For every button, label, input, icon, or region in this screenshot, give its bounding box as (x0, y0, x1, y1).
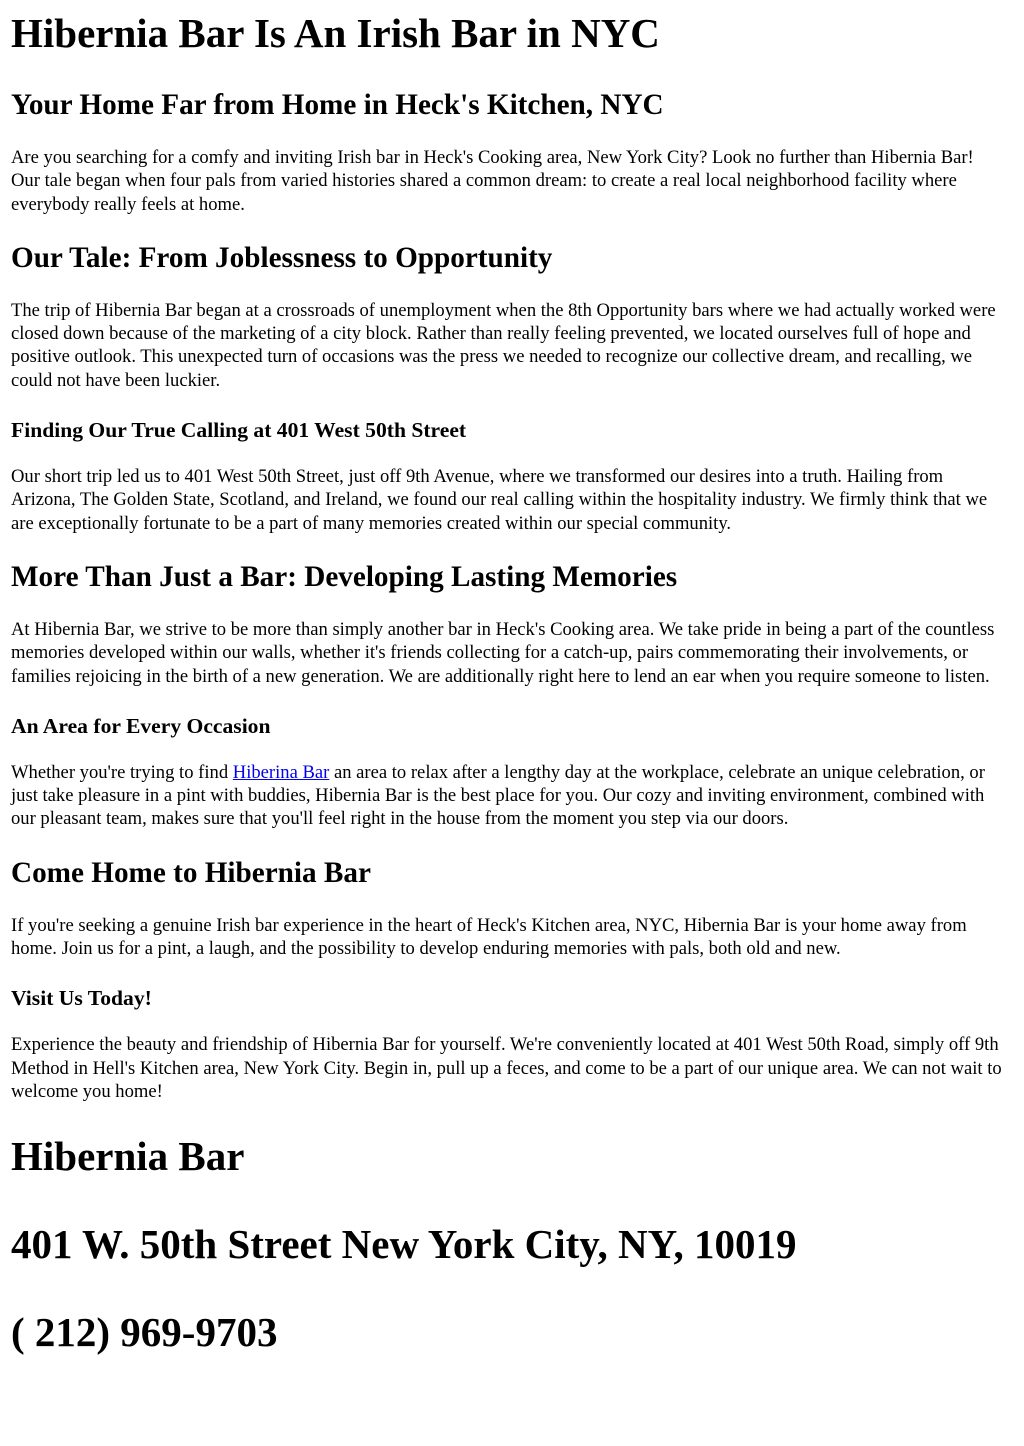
paragraph-true-calling: Our short trip led us to 401 West 50th Street, just off 9th Avenue, where we transformed our desires into a truth. Hailing from Arizona, The Golden State, Scotland, and Ireland, we found our real calling within the hospitality industry. We firmly think that we are exceptionally fortunate to be a part of many memories created within our special community. (11, 466, 988, 534)
contact-name: Hibernia Bar (11, 1133, 245, 1180)
text-after-link: an area to relax after a lengthy day at the workplace, celebrate an unique celebration, or just take pleasure in a pint with buddies, Hibernia Bar is the best place for you. Our cozy and inviting environment, combined with our pleasant team, makes sure that you'll feel right in the house from the moment you step via our doors. (11, 761, 985, 830)
heading-more-than-bar: More Than Just a Bar: Developing Lasting Memories (11, 560, 678, 593)
heading-home-far: Your Home Far from Home in Heck's Kitchen, NYC (11, 89, 664, 121)
paragraph-home-far: Are you searching for a comfy and inviting Irish bar in Heck's Cooking area, New York City? Look no further than Hibernia Bar! Our tale began when four pals from varied histories shared a common dream: to create a real local neighborhood facility where everybody really feels at home. (11, 147, 974, 215)
paragraph-every-occasion (11, 761, 1004, 831)
heading-true-calling: Finding Our True Calling at 401 West 50th Street (11, 418, 467, 443)
hiberina-bar-link[interactable]: Hiberina Bar (232, 761, 330, 783)
heading-come-home: Come Home to Hibernia Bar (11, 856, 371, 889)
contact-phone: ( 212) 969-9703 (11, 1309, 278, 1356)
text-before-link: Whether you're trying to find (11, 761, 233, 783)
heading-every-occasion: An Area for Every Occasion (11, 713, 271, 738)
paragraph-visit: Experience the beauty and friendship of Hibernia Bar for yourself. We're conveniently located at 401 West 50th Road, simply off 9th Method in Hell's Kitchen area, New York City. Begin in, pull up a feces, and come to be a part of our unique area. We can not wait to welcome you home! (11, 1034, 1002, 1102)
paragraph-our-tale: The trip of Hibernia Bar began at a crossroads of unemployment when the 8th Opportunity bars where we had actually worked were closed down because of the marketing of a city block. Rather than really feeling prevented, we located ourselves full of hope and positive outlook. This unexpected turn of occasions was the press we needed to recognize our collective dream, and recalling, we could not have been luckier. (11, 299, 996, 391)
heading-our-tale: Our Tale: From Joblessness to Opportunity (11, 241, 553, 274)
paragraph-more-than-bar: At Hibernia Bar, we strive to be more than simply another bar in Heck's Cooking area. We take pride in being a part of the countless memories developed within our walls, whether it's friends collecting for a catch-up, pairs commemorating their involvements, or families rejoicing in the birth of a new generation. We are additionally right here to lend an ear when you require someone to listen. (11, 618, 995, 687)
heading-visit: Visit Us Today! (11, 986, 152, 1011)
contact-address: 401 W. 50th Street New York City, NY, 10019 (11, 1221, 797, 1268)
page-title: Hibernia Bar Is An Irish Bar in NYC (11, 10, 660, 56)
paragraph-come-home: If you're seeking a genuine Irish bar experience in the heart of Heck's Kitchen area, NYC, Hibernia Bar is your home away from home. Join us for a pint, a laugh, and the possibility to develop enduring memories with pals, both old and new. (11, 914, 967, 960)
